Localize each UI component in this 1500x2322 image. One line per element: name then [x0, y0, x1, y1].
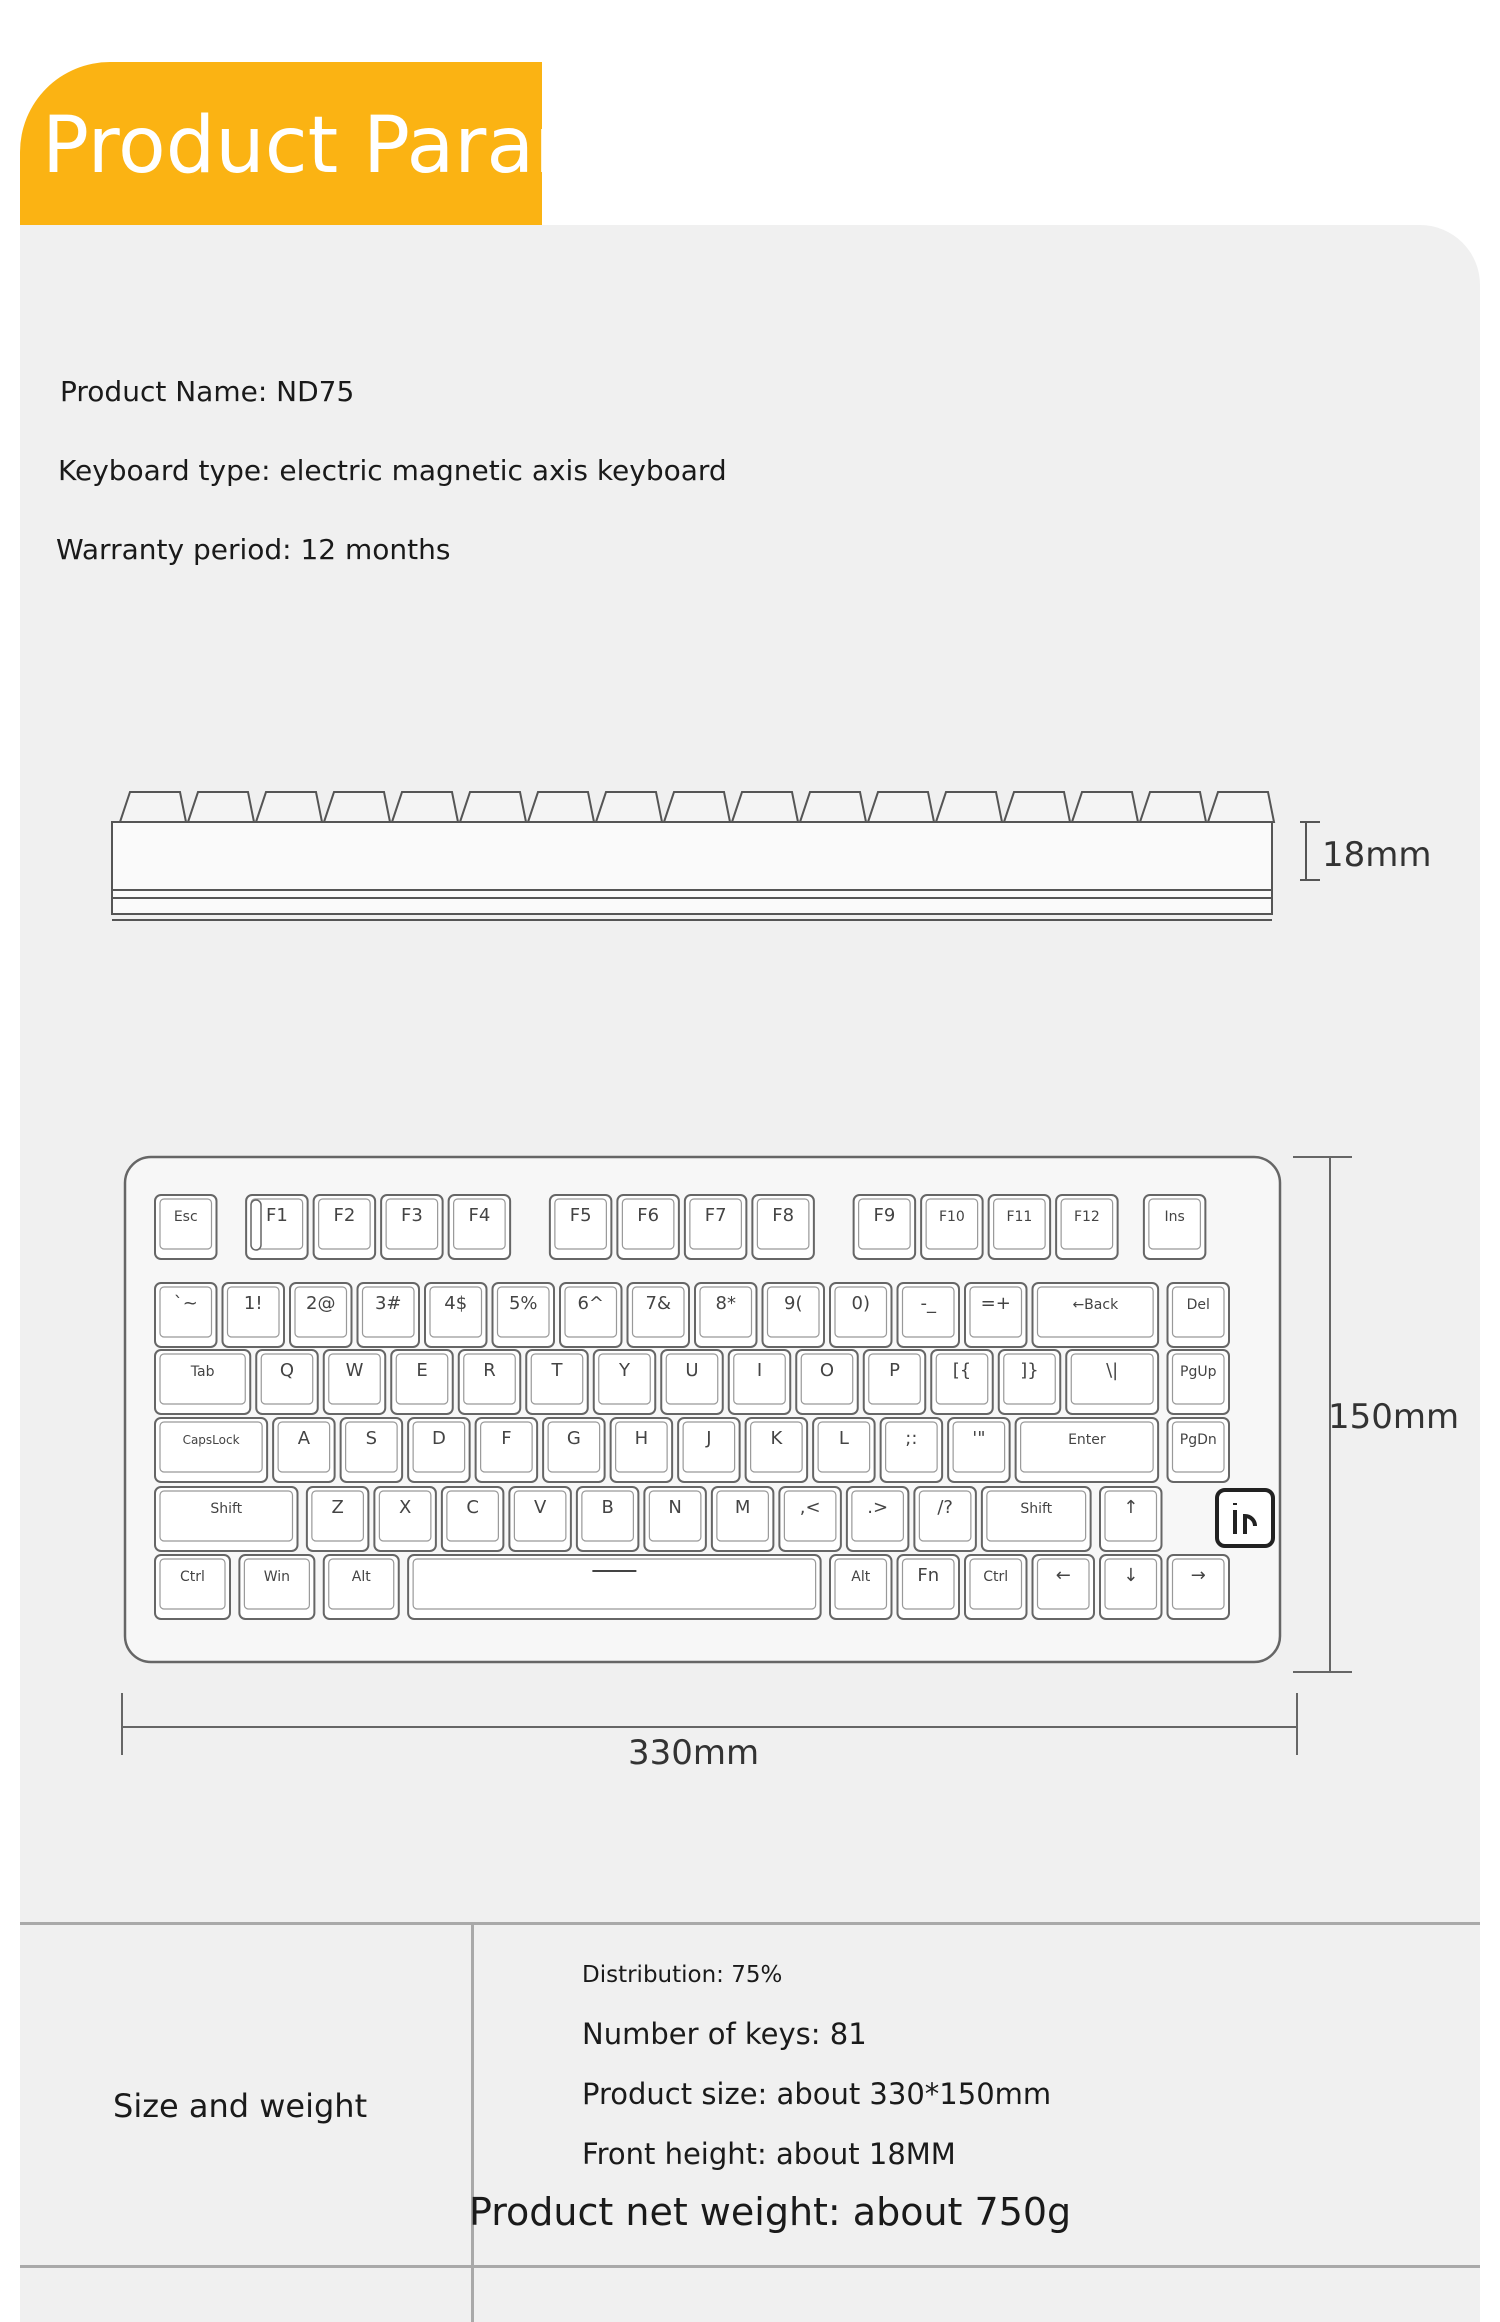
key-label: ]} — [1020, 1360, 1039, 1381]
spec-front-height: Front height: about 18MM — [582, 2137, 956, 2171]
key-label: F6 — [637, 1205, 660, 1226]
spec-net-weight: Product net weight: about 750g — [469, 2190, 1072, 2234]
key-label: 0) — [851, 1293, 870, 1314]
key-label: B — [601, 1497, 614, 1518]
key-label: U — [685, 1360, 699, 1381]
spec-number-of-keys: Number of keys: 81 — [582, 2017, 867, 2051]
key-label: Q — [279, 1360, 295, 1381]
key-label: ;: — [905, 1428, 918, 1449]
key-label: Alt — [851, 1569, 871, 1585]
key-label: C — [466, 1497, 479, 1518]
warranty-period: Warranty period: 12 months — [56, 533, 451, 566]
key-label: 2@ — [306, 1293, 336, 1314]
spec-product-size: Product size: about 330*150mm — [582, 2077, 1052, 2111]
key-label: F7 — [704, 1205, 727, 1226]
key-label: F10 — [938, 1209, 965, 1225]
key-label: G — [566, 1428, 581, 1449]
key-label: -_ — [920, 1293, 936, 1314]
key-label: M — [734, 1497, 751, 1518]
key-label: Del — [1186, 1297, 1210, 1313]
depth-dimension-label: 150mm — [1328, 1397, 1460, 1437]
key-label: Ctrl — [180, 1569, 205, 1585]
key-label: Tab — [190, 1364, 215, 1380]
key-label: ← — [1055, 1565, 1071, 1586]
key-label: F11 — [1006, 1209, 1033, 1225]
key-label: 9( — [784, 1293, 803, 1314]
key-label: V — [533, 1497, 547, 1518]
table-column-divider — [471, 1922, 474, 2322]
key-label: 7& — [645, 1293, 671, 1314]
key-label: J — [706, 1428, 712, 1449]
key-label: X — [398, 1497, 412, 1518]
key-label: 5% — [508, 1293, 538, 1314]
key-label: .> — [867, 1497, 889, 1518]
keyboard-type: Keyboard type: electric magnetic axis keyboard — [58, 454, 727, 487]
key-label: I — [756, 1360, 763, 1381]
key-label: PgDn — [1179, 1432, 1217, 1448]
key-label: ←Back — [1072, 1297, 1119, 1313]
key-label: PgUp — [1180, 1364, 1217, 1380]
key-label: ,< — [799, 1497, 821, 1518]
key-label: Y — [619, 1360, 630, 1381]
key-label: F1 — [265, 1205, 288, 1226]
height-dimension-label: 18mm — [1322, 835, 1432, 875]
key-label: F12 — [1073, 1209, 1100, 1225]
key-label: 3# — [374, 1293, 402, 1314]
key-label: W — [345, 1360, 364, 1381]
key-label: 4$ — [444, 1293, 468, 1314]
key-label: F9 — [873, 1205, 896, 1226]
key-label: Enter — [1068, 1432, 1106, 1448]
key-label: 6^ — [577, 1293, 605, 1314]
key-label: Esc — [173, 1209, 198, 1225]
key-label: CapsLock — [182, 1433, 240, 1447]
key-label: K — [770, 1428, 783, 1449]
key-label: F2 — [333, 1205, 356, 1226]
key-label: Ins — [1164, 1209, 1185, 1225]
key-label: A — [297, 1428, 311, 1449]
key-label: ↓ — [1123, 1565, 1139, 1586]
key-label: Shift — [210, 1501, 243, 1517]
key-label: [{ — [952, 1360, 972, 1381]
table-top-border — [20, 1922, 1480, 1925]
indicator-slot — [251, 1200, 261, 1250]
key-label: Z — [331, 1497, 344, 1518]
key-label: F8 — [772, 1205, 795, 1226]
table-bottom-border — [20, 2265, 1480, 2268]
key-label: O — [819, 1360, 835, 1381]
key-label: Ctrl — [983, 1569, 1009, 1585]
key-label: '" — [972, 1428, 986, 1449]
spec-section-label: Size and weight — [113, 2087, 368, 2125]
product-name: Product Name: ND75 — [60, 375, 355, 408]
key-label: F3 — [400, 1205, 423, 1226]
key-label: /? — [937, 1497, 953, 1518]
key-label: =+ — [980, 1293, 1011, 1314]
key-label: L — [838, 1428, 849, 1449]
key-label: F — [501, 1428, 512, 1449]
key-label: E — [416, 1360, 428, 1381]
key-label: T — [551, 1360, 563, 1381]
key-label: H — [634, 1428, 649, 1449]
key-label: F4 — [468, 1205, 491, 1226]
key-label: D — [431, 1428, 446, 1449]
key-label: F5 — [569, 1205, 592, 1226]
key-label: N — [668, 1497, 682, 1518]
key-label: S — [365, 1428, 378, 1449]
width-dimension-label: 330mm — [628, 1733, 760, 1773]
key-label: Shift — [1020, 1501, 1053, 1517]
key-label: → — [1190, 1565, 1206, 1586]
key-label: R — [483, 1360, 496, 1381]
key-label: 1! — [243, 1293, 263, 1314]
key-label: 8* — [715, 1293, 736, 1314]
page-title: Product Param — [42, 101, 611, 191]
key-label: \| — [1106, 1360, 1119, 1381]
key-label: P — [889, 1360, 900, 1381]
key-label: Win — [263, 1569, 291, 1585]
spec-distribution: Distribution: 75% — [582, 1962, 783, 1988]
key-label: ↑ — [1123, 1497, 1139, 1518]
key-label: `~ — [173, 1293, 198, 1314]
key-label: Fn — [917, 1565, 940, 1586]
key-label: Alt — [351, 1569, 371, 1585]
